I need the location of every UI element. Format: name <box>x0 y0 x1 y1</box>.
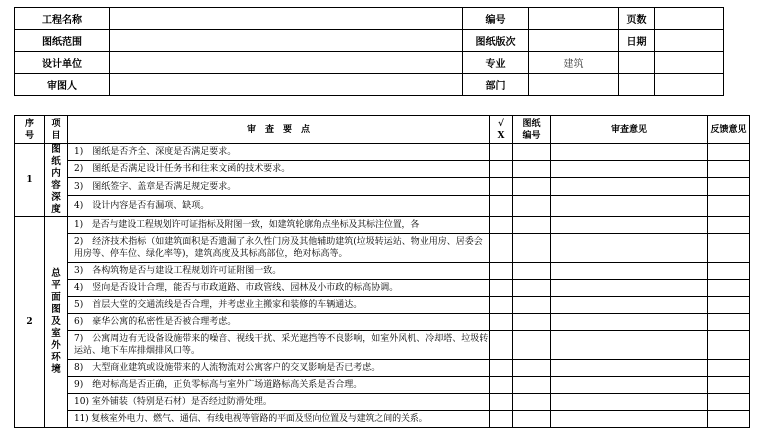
feedback-cell[interactable] <box>708 377 750 394</box>
drawing-scope-label: 图纸范围 <box>15 30 110 52</box>
feedback-cell[interactable] <box>708 331 750 360</box>
review-row <box>15 411 750 428</box>
review-point: 3) 图纸签字、盖章是否满足规定要求。 <box>68 178 490 195</box>
review-point: 2) 经济技术指标（如建筑面积是否遗漏了永久性门房及其他辅助建筑(垃圾转运站、物业用房、居委会用房等、停车位、绿化率等)，建筑高度及其标高部位，绝对标高等。 <box>68 234 490 263</box>
drafter-label: 审图人 <box>15 74 110 96</box>
feedback-cell[interactable] <box>708 263 750 280</box>
feedback-cell[interactable] <box>708 314 750 331</box>
drawing-no-cell[interactable] <box>513 263 551 280</box>
check-cell[interactable] <box>490 234 513 263</box>
check-cell[interactable] <box>490 195 513 216</box>
opinion-cell[interactable] <box>551 297 708 314</box>
review-row <box>15 314 750 331</box>
feedback-cell[interactable] <box>708 297 750 314</box>
drawing-no-cell[interactable] <box>513 234 551 263</box>
feedback-cell[interactable] <box>708 411 750 428</box>
feedback-cell[interactable] <box>708 144 750 161</box>
points-header: 审 查 要 点 <box>68 116 490 144</box>
drawing-no-cell[interactable] <box>513 217 551 234</box>
review-point: 2) 图纸是否满足设计任务书和往来文函的技术要求。 <box>68 161 490 178</box>
code-label: 编号 <box>463 8 529 30</box>
opinion-cell[interactable] <box>551 360 708 377</box>
review-point: 1) 图纸是否齐全、深度是否满足要求。 <box>68 144 490 161</box>
review-point: 1) 是否与建设工程规划许可证指标及附图一致，如建筑轮廓角点坐标及其标注位置，各 <box>68 217 490 234</box>
review-row <box>15 331 750 360</box>
opinion-cell[interactable] <box>551 394 708 411</box>
feedback-cell[interactable] <box>708 394 750 411</box>
check-cell[interactable] <box>490 331 513 360</box>
department-label: 部门 <box>463 74 529 96</box>
opinion-cell[interactable] <box>551 263 708 280</box>
section-category: 总平面图及室外环境 <box>45 217 68 428</box>
drawing-no-cell[interactable] <box>513 195 551 216</box>
opinion-header: 审查意见 <box>551 116 708 144</box>
discipline-label: 专业 <box>463 52 529 74</box>
drawing-no-cell[interactable] <box>513 144 551 161</box>
check-cell[interactable] <box>490 377 513 394</box>
review-row <box>15 178 750 195</box>
review-row <box>15 144 750 161</box>
check-cell[interactable] <box>490 411 513 428</box>
review-point: 5) 首层大堂的交通流线是否合理，并考虑业主搬家和装修的车辆通达。 <box>68 297 490 314</box>
feedback-cell[interactable] <box>708 178 750 195</box>
check-cell[interactable] <box>490 217 513 234</box>
drawing-version-label: 图纸版次 <box>463 30 529 52</box>
drawing-no-cell[interactable] <box>513 377 551 394</box>
no-header: 序 号 <box>15 116 45 144</box>
review-point: 11) 复核室外电力、燃气、通信、有线电视等管路的平面及竖向位置及与建筑之间的关系。 <box>68 411 490 428</box>
check-header: √ X <box>490 116 513 144</box>
review-point: 3) 各构筑物是否与建设工程规划许可证附图一致。 <box>68 263 490 280</box>
review-point: 4) 设计内容是否有漏项、缺项。 <box>68 195 490 216</box>
design-unit-label: 设计单位 <box>15 52 110 74</box>
review-row <box>15 195 750 216</box>
check-cell[interactable] <box>490 263 513 280</box>
drawing-no-cell[interactable] <box>513 297 551 314</box>
opinion-cell[interactable] <box>551 178 708 195</box>
opinion-cell[interactable] <box>551 217 708 234</box>
check-cell[interactable] <box>490 178 513 195</box>
info-row-1 <box>15 8 724 30</box>
review-point: 9) 绝对标高是否正确，正负零标高与室外广场道路标高关系是否合理。 <box>68 377 490 394</box>
info-row-2 <box>15 30 724 52</box>
section-number: 2 <box>15 217 45 428</box>
feedback-cell[interactable] <box>708 280 750 297</box>
review-row <box>15 161 750 178</box>
review-point: 4) 竖向是否设计合理，能否与市政道路、市政管线、园林及小市政的标高协调。 <box>68 280 490 297</box>
check-cell[interactable] <box>490 144 513 161</box>
review-row <box>15 234 750 263</box>
drawing-no-cell[interactable] <box>513 280 551 297</box>
review-row <box>15 377 750 394</box>
section-number: 1 <box>15 144 45 217</box>
drawing-no-cell[interactable] <box>513 411 551 428</box>
opinion-cell[interactable] <box>551 377 708 394</box>
review-row <box>15 280 750 297</box>
opinion-cell[interactable] <box>551 280 708 297</box>
feedback-cell[interactable] <box>708 161 750 178</box>
info-row-4 <box>15 74 724 96</box>
drawing-version-field[interactable] <box>529 30 619 52</box>
review-checklist-table <box>14 115 750 428</box>
drawing-no-cell[interactable] <box>513 178 551 195</box>
drawing-no-cell[interactable] <box>513 360 551 377</box>
department-field[interactable] <box>529 74 619 96</box>
check-cell[interactable] <box>490 314 513 331</box>
opinion-cell[interactable] <box>551 234 708 263</box>
review-point: 8) 大型商业建筑或设施带来的人流物流对公寓客户的交叉影响是否已考虑。 <box>68 360 490 377</box>
blank-cell <box>619 74 655 96</box>
project-name-field[interactable] <box>110 8 463 30</box>
feedback-cell[interactable] <box>708 217 750 234</box>
blank-cell <box>655 74 724 96</box>
opinion-cell[interactable] <box>551 161 708 178</box>
drawing-scope-field[interactable] <box>110 30 463 52</box>
review-row <box>15 297 750 314</box>
drawing-no-cell[interactable] <box>513 161 551 178</box>
drafter-field[interactable] <box>110 74 463 96</box>
opinion-cell[interactable] <box>551 144 708 161</box>
review-point: 10) 室外铺装（特别是石材）是否经过防滑处理。 <box>68 394 490 411</box>
opinion-cell[interactable] <box>551 314 708 331</box>
feedback-cell[interactable] <box>708 195 750 216</box>
code-field[interactable] <box>529 8 619 30</box>
review-point: 7) 公寓周边有无设备设施带来的噪音、视线干扰、采光遮挡等不良影响，如室外风机、冷却塔、垃圾转运站、地下车库排烟排风口等。 <box>68 331 490 360</box>
opinion-cell[interactable] <box>551 195 708 216</box>
drawing-no-cell[interactable] <box>513 314 551 331</box>
opinion-cell[interactable] <box>551 331 708 360</box>
review-row <box>15 394 750 411</box>
feedback-cell[interactable] <box>708 234 750 263</box>
review-header-row <box>15 116 750 144</box>
info-row-3 <box>15 52 724 74</box>
drawing-no-cell[interactable] <box>513 331 551 360</box>
date-field[interactable] <box>655 30 724 52</box>
opinion-cell[interactable] <box>551 411 708 428</box>
pages-field[interactable] <box>655 8 724 30</box>
feedback-header: 反馈意见 <box>708 116 750 144</box>
section-category: 图纸内容深度 <box>45 144 68 217</box>
check-cell[interactable] <box>490 280 513 297</box>
item-header: 项 目 <box>45 116 68 144</box>
review-row <box>15 263 750 280</box>
blank-cell <box>619 52 655 74</box>
date-label: 日期 <box>619 30 655 52</box>
drawing-no-cell[interactable] <box>513 394 551 411</box>
project-name-label: 工程名称 <box>15 8 110 30</box>
design-unit-field[interactable] <box>110 52 463 74</box>
check-cell[interactable] <box>490 297 513 314</box>
discipline-value[interactable]: 建筑 <box>529 52 619 74</box>
review-point: 6) 豪华公寓的私密性是否被合理考虑。 <box>68 314 490 331</box>
check-cell[interactable] <box>490 394 513 411</box>
feedback-cell[interactable] <box>708 360 750 377</box>
drawing-no-header: 图纸 编号 <box>513 116 551 144</box>
review-row <box>15 217 750 234</box>
pages-label: 页数 <box>619 8 655 30</box>
check-cell[interactable] <box>490 161 513 178</box>
project-info-table <box>14 7 724 96</box>
check-cell[interactable] <box>490 360 513 377</box>
review-row <box>15 360 750 377</box>
blank-cell <box>655 52 724 74</box>
